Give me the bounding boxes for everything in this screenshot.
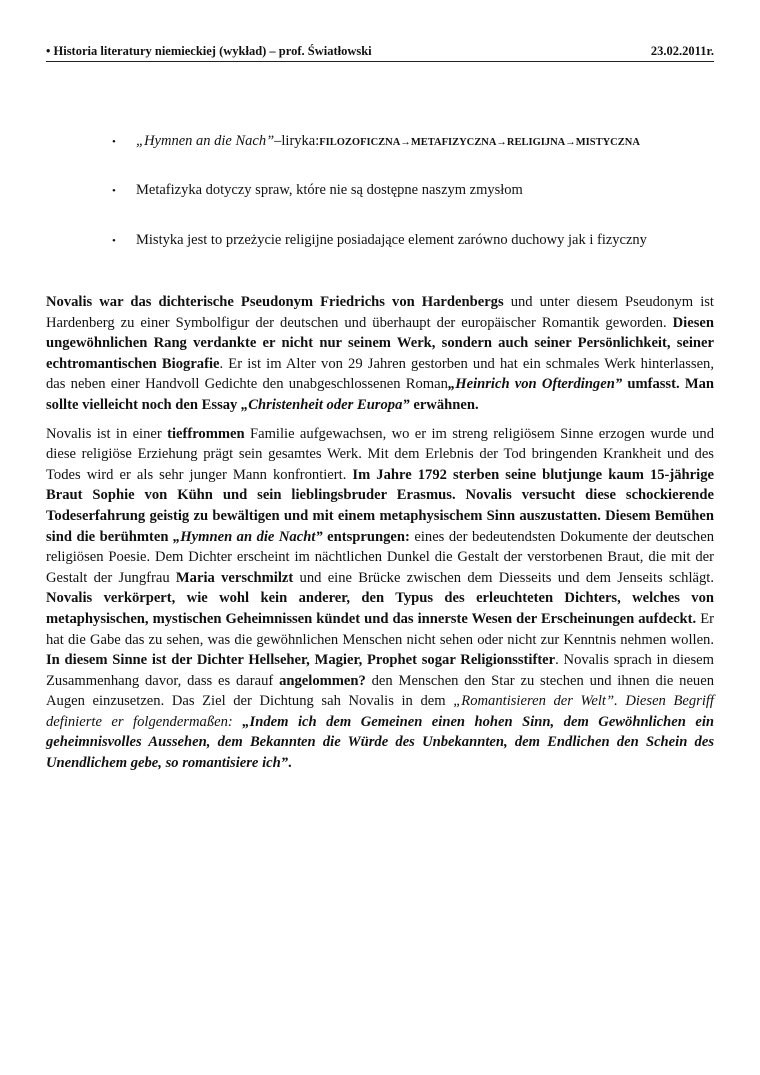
p2-span: . [288, 755, 292, 772]
bullet-glyph: • [112, 136, 116, 148]
p1-span: . Er ist im Alter von 29 Jahren gestorben und hat ein schmales Werk hinterlassen, das neben einer Handvoll Gedichte den unabgeschlossenen Roman [46, 355, 714, 393]
bullet-hymnen-mid: –liryka: [274, 133, 320, 149]
bullet-hymnen-caps: FILOZOFICZNA→METAFIZYCZNA→RELIGIJNA→MISTYCZNA [319, 137, 640, 148]
bullet-mistyka-text: Mistyka jest to przeżycie religijne posiadające element zarówno duchowy jak i fizyczny [136, 232, 647, 248]
bullet-item-mistyka [112, 231, 647, 250]
p2-span: entsprungen: [322, 528, 410, 545]
page-header [46, 44, 714, 62]
bullet-glyph: • [112, 235, 116, 247]
body-text [46, 292, 714, 774]
p1-span: „Christenheit oder Europa” [241, 396, 410, 413]
p1-span: und unter diesem Pseudonym ist Hardenberg zu einer Symbolfigur der deutschen und überhaupt der europäischer Romantik geworden. [46, 294, 714, 331]
header-course-title: • Historia literatury niemieckiej (wykład) – prof. Światłowski [46, 44, 372, 58]
p2-span: „Indem ich dem Gemeinen einen hohen Sinn, dem Gewöhnlichen ein geheimnisvolles Aussehen, dem Bekannten die Würde des Unbekannten, dem Endlichen den Schein des Unendlichem gebe, so romantisiere ich” [46, 713, 714, 772]
p2-span: Im Jahre 1792 sterben seine blutjunge kaum 15-jährige Braut Sophie von Kühn und sein lieblingsbruder Erasmus. Novalis versucht diese schockierende Todeserfahrung geistig zu bewältigen und mit einem metaphysischem Sinn auszustatten. Diesem Bemühen sind die berühmten [46, 466, 714, 545]
p1-span: erwähnen. [409, 396, 479, 413]
p2-span: und eine Brücke zwischen dem Diesseits und dem Jenseits schlägt. [293, 569, 714, 586]
bullet-item-metafizyka [112, 181, 523, 200]
p2-span: . Novalis sprach in diesem Zusammenhang davor, dass es darauf [46, 652, 714, 689]
p2-span: angelommen? [279, 672, 366, 689]
p2-span: Familie aufgewachsen, wo er im streng religiösem Sinne erzogen wurde und diese religiöse Erziehung prägt sein gesamtes Werk. Mit dem Erlebnis der Tod bringenden Krankheit und des Todes wird er als sehr junger Mann konfrontiert. [46, 425, 714, 483]
p2-span: „Hymnen an die Nacht” [173, 528, 323, 545]
p1-span: Diesen ungewöhnlichen Rang verdankte er nicht nur seinem Werk, sondern auch seiner Persönlichkeit, seiner echtromantischen Biografie [46, 314, 714, 372]
bullet-glyph: • [112, 185, 116, 197]
p2-span: eines der bedeutendsten Dokumente der deutschen religiösen Poesie. Dem Dichter erscheint im nächtlichen Dunkel die Gestalt der verstorbenen Braut, die mit der Gestalt der Jungfrau [46, 528, 714, 586]
p1-span: Novalis war das dichterische Pseudonym Friedrichs von Hardenbergs [46, 294, 504, 310]
bullet-hymnen-title: „Hymnen an die Nach” [136, 133, 275, 149]
paragraph-1 [46, 292, 714, 416]
p2-span: „Romantisieren der Welt”. Diesen Begriff definierte er folgendermaßen: [46, 693, 714, 730]
p2-span: tieffrommen [167, 425, 245, 442]
p2-span: Novalis ist in einer [46, 425, 168, 442]
p2-span: Er hat die Gabe das zu sehen, was die gewöhnlichen Menschen nicht sehen oder nicht zur Kenntnis nehmen wollen. [46, 610, 714, 648]
p2-span: Novalis verkörpert, wie wohl kein anderer, den Typus des erleuchteten Dichters, welches von metaphysischen, mystischen Geheimnissen kündet und das innerste Wesen der Erscheinungen aufdeckt. [46, 590, 714, 627]
p1-span: umfasst. Man sollte vielleicht noch den Essay [46, 376, 715, 413]
p2-span: Maria verschmilzt [175, 569, 294, 586]
p1-span: „Heinrich von Ofterdingen” [447, 376, 623, 393]
paragraph-2 [46, 424, 714, 774]
p2-span: den Menschen den Star zu stechen und ihnen die neuen Augen einzusetzen. Das Ziel der Dichtung sah Novalis in dem [46, 672, 714, 710]
p2-span: In diesem Sinne ist der Dichter Hellseher, Magier, Prophet sogar Religionsstifter [46, 652, 556, 669]
bullet-metafizyka-text: Metafizyka dotyczy spraw, które nie są dostępne naszym zmysłom [136, 182, 523, 198]
header-date: 23.02.2011r. [650, 44, 714, 58]
bullet-item-hymnen [112, 132, 640, 152]
